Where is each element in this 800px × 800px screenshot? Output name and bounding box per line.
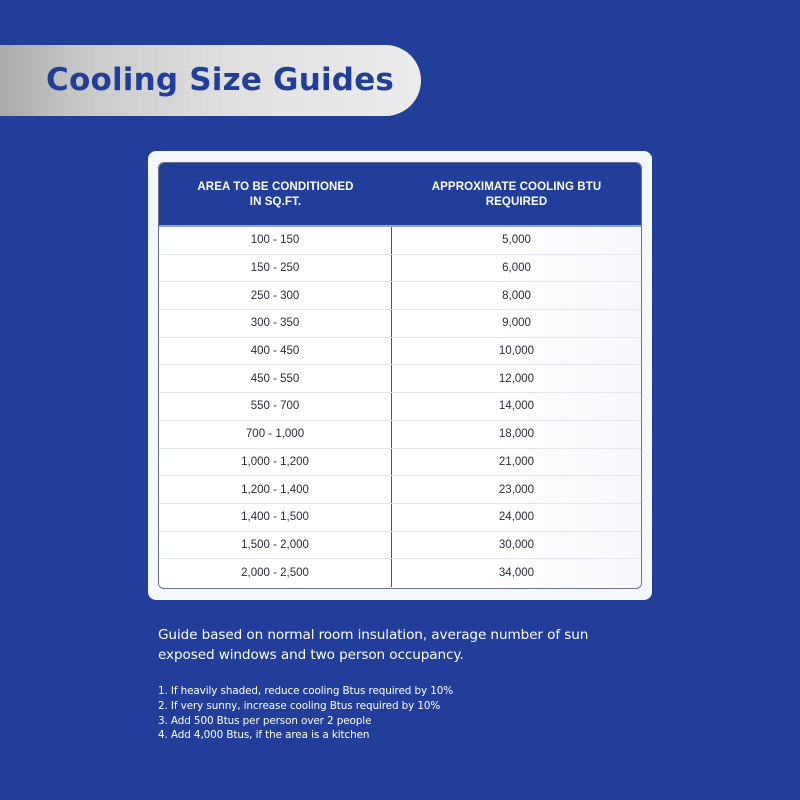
table-row xyxy=(159,310,641,338)
table-row xyxy=(159,227,641,255)
btu-cell: 24,000 xyxy=(498,511,535,524)
area-cell: 150 - 250 xyxy=(159,255,392,282)
area-cell: 400 - 450 xyxy=(159,338,392,365)
btu-cell: 18,000 xyxy=(498,428,535,441)
table-row xyxy=(159,282,641,310)
cooling-size-table xyxy=(158,162,642,589)
table-row xyxy=(159,449,641,477)
table-row xyxy=(159,255,641,283)
area-cell: 1,200 - 1,400 xyxy=(159,476,392,503)
area-cell: 100 - 150 xyxy=(159,227,392,254)
area-cell: 1,500 - 2,000 xyxy=(159,532,392,559)
table-row xyxy=(159,504,641,532)
adjustment-item: 2. If very sunny, increase cooling Btus required by 10% xyxy=(158,699,441,712)
table-row xyxy=(159,532,641,560)
btu-cell: 34,000 xyxy=(498,567,535,580)
column-header-area-line2: IN SQ.FT. xyxy=(249,196,302,208)
area-cell: 450 - 550 xyxy=(159,365,392,392)
column-header-area-line1: AREA TO BE CONDITIONED xyxy=(197,181,354,193)
btu-cell: 21,000 xyxy=(498,455,535,468)
area-cell: 2,000 - 2,500 xyxy=(159,559,392,587)
area-cell: 300 - 350 xyxy=(159,310,392,337)
area-cell: 700 - 1,000 xyxy=(159,421,392,448)
guide-note xyxy=(158,625,658,665)
btu-cell: 12,000 xyxy=(498,372,535,385)
table-row xyxy=(159,559,641,587)
table-row xyxy=(159,476,641,504)
table-row xyxy=(159,421,641,449)
btu-cell: 10,000 xyxy=(498,345,535,358)
column-header-area xyxy=(159,163,392,225)
btu-cell: 8,000 xyxy=(502,289,531,302)
page-title: Cooling Size Guides xyxy=(46,62,395,98)
table-header xyxy=(159,163,641,225)
table-row xyxy=(159,365,641,393)
btu-cell: 14,000 xyxy=(498,400,535,413)
adjustments-list xyxy=(158,684,453,743)
table-row xyxy=(159,338,641,366)
table-body xyxy=(159,227,641,587)
btu-cell: 23,000 xyxy=(498,483,535,496)
column-header-btu-line2: REQUIRED xyxy=(485,196,548,208)
btu-cell: 9,000 xyxy=(502,317,531,330)
area-cell: 1,000 - 1,200 xyxy=(159,449,392,476)
adjustment-item: 4. Add 4,000 Btus, if the area is a kitchen xyxy=(158,729,370,742)
btu-cell: 6,000 xyxy=(502,262,531,275)
column-header-btu-line1: APPROXIMATE COOLING BTU xyxy=(431,181,602,193)
column-header-btu xyxy=(392,163,641,225)
area-cell: 250 - 300 xyxy=(159,282,392,309)
btu-cell: 30,000 xyxy=(498,538,535,551)
guide-note-line2: exposed windows and two person occupancy. xyxy=(158,647,464,663)
table-row xyxy=(159,393,641,421)
area-cell: 1,400 - 1,500 xyxy=(159,504,392,531)
adjustment-item: 3. Add 500 Btus per person over 2 people xyxy=(158,714,372,727)
btu-cell: 5,000 xyxy=(502,234,531,247)
guide-note-line1: Guide based on normal room insulation, average number of sun xyxy=(158,627,589,643)
area-cell: 550 - 700 xyxy=(159,393,392,420)
adjustment-item: 1. If heavily shaded, reduce cooling Btus required by 10% xyxy=(158,685,454,697)
